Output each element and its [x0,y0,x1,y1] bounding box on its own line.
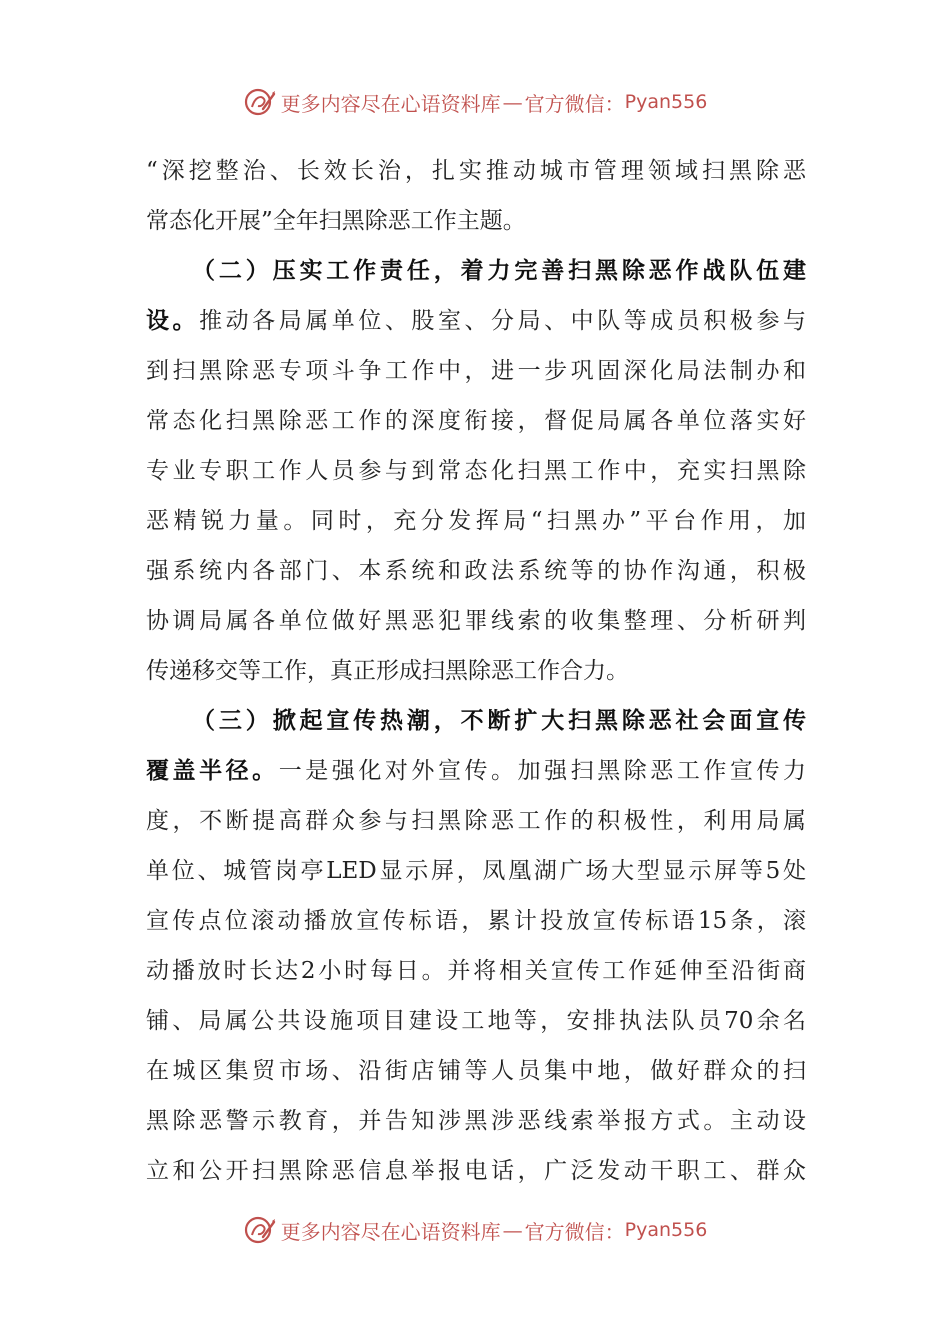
text-line [146,946,806,996]
body-text: 单位、城管岗亭LED显示屏，凤凰湖广场大型显示屏等5处 [146,858,806,884]
text-line [146,996,806,1046]
body-text: 恶精锐力量。同时，充分发挥局“扫黑办”平台作用，加 [146,508,806,534]
text-line [146,346,806,396]
text-line [146,296,806,346]
text-line [146,446,806,496]
body-text: 铺、局属公共设施项目建设工地等，安排执法队员70余名 [146,1008,806,1034]
body-text: 专业专职工作人员参与到常态化扫黑工作中，充实扫黑除 [146,458,806,484]
body-text: 一是强化对外宣传。加强扫黑除恶工作宣传力 [278,758,806,784]
body-text: 常态化扫黑除恶工作的深度衔接，督促局属各单位落实好 [146,408,806,434]
watermark-label: 官方微信： [524,91,625,116]
text-line [146,396,806,446]
text-line [146,146,806,196]
header-watermark [0,82,950,122]
text-line [146,246,806,296]
bold-heading-text: （三）掀起宣传热潮，不断扩大扫黑除恶社会面宣传 [192,707,806,734]
body-text: 强系统内各部门、本系统和政法系统等的协作沟通，积极 [146,558,806,584]
text-line [146,796,806,846]
text-line [146,196,806,246]
body-text: 黑除恶警示教育，并告知涉黑涉恶线索举报方式。主动设 [146,1108,806,1134]
body-text: 宣传点位滚动播放宣传标语，累计投放宣传标语15条，滚 [146,908,806,934]
body-text: “深挖整治、长效长治，扎实推动城市管理领域扫黑除恶 [146,158,806,184]
body-text: 在城区集贸市场、沿街店铺等人员集中地，做好群众的扫 [146,1058,806,1084]
text-line [146,1096,806,1146]
text-line [146,646,806,696]
body-text: 动播放时长达2小时每日。并将相关宣传工作延伸至沿街商 [146,958,806,984]
watermark-contact: Pyan556 [624,1219,708,1241]
watermark-label: 官方微信： [524,1219,625,1244]
text-line [146,596,806,646]
text-line [146,496,806,546]
watermark-separator: — [502,1218,523,1242]
body-text: 协调局属各单位做好黑恶犯罪线索的收集整理、分析研判 [146,608,806,634]
watermark-brand: 更多内容尽在心语资料库 [280,1219,501,1244]
body-text: 常态化开展”全年扫黑除恶工作主题。 [146,208,526,234]
watermark-separator: — [502,90,523,114]
watermark-brand: 更多内容尽在心语资料库 [280,91,501,116]
bold-heading-text: 覆盖半径。 [146,757,279,784]
body-text: 度，不断提高群众参与扫黑除恶工作的积极性，利用局属 [146,808,806,834]
body-text: 推动各局属单位、股室、分局、中队等成员积极参与 [199,308,806,334]
signature-logo-icon [243,1213,277,1247]
body-text: 传递移交等工作，真正形成扫黑除恶工作合力。 [146,658,629,684]
document-body [146,146,806,1196]
text-line [146,1146,806,1196]
text-line [146,696,806,746]
body-text: 到扫黑除恶专项斗争工作中，进一步巩固深化局法制办和 [146,358,806,384]
footer-watermark [0,1210,950,1250]
text-line [146,846,806,896]
text-line [146,746,806,796]
watermark-contact: Pyan556 [624,91,708,113]
body-text: 立和公开扫黑除恶信息举报电话，广泛发动干职工、群众 [146,1158,806,1184]
bold-heading-text: （二）压实工作责任，着力完善扫黑除恶作战队伍建 [192,257,806,284]
bold-heading-text: 设。 [146,307,200,334]
text-line [146,1046,806,1096]
text-line [146,546,806,596]
text-line [146,896,806,946]
signature-logo-icon [243,85,277,119]
